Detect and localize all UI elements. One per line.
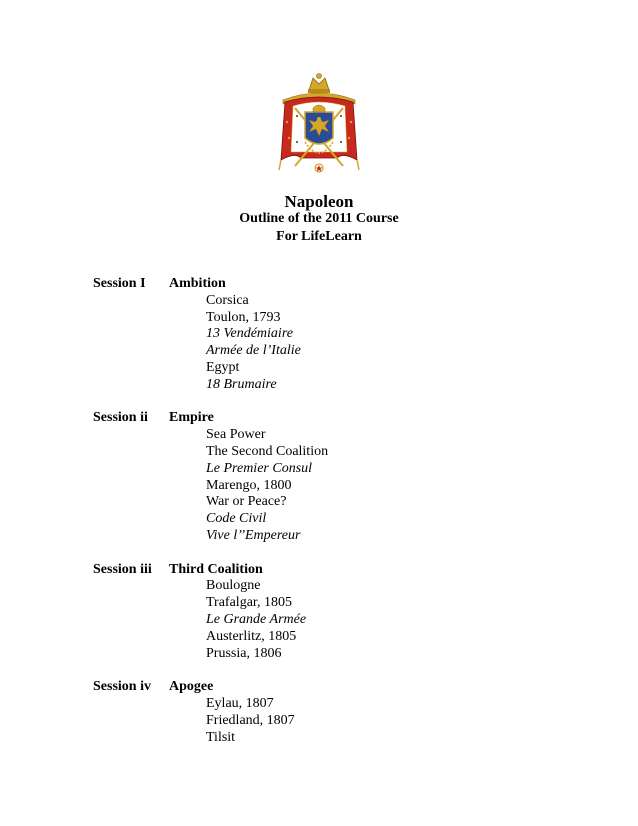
session-topic-list [93, 578, 593, 662]
session-block [93, 562, 593, 663]
session-topic-list [93, 293, 593, 394]
imperial-coat-of-arms-image [273, 72, 365, 180]
list-item: Egypt [206, 359, 240, 375]
session-label: Session ii [93, 410, 148, 426]
list-item: 18 Brumaire [206, 376, 277, 392]
list-item: Friedland, 1807 [206, 712, 295, 728]
list-item: Armée de l’Italie [206, 343, 301, 359]
session-label: Session iv [93, 679, 151, 695]
list-item: Le Premier Consul [206, 460, 313, 476]
list-item: Eylau, 1807 [206, 695, 274, 711]
session-list [93, 276, 593, 763]
document-subtitle: Outline of the 2011 Course [239, 211, 399, 226]
list-item: War or Peace? [206, 494, 287, 510]
session-heading [93, 276, 593, 293]
list-item: Trafalgar, 1805 [206, 595, 293, 611]
list-item: Vive l’’Empereur [206, 527, 301, 543]
list-item: Tilsit [206, 729, 236, 745]
session-label: Session I [93, 276, 146, 291]
session-topic: Third Coalition [169, 561, 263, 577]
list-item: Corsica [206, 292, 249, 308]
session-topic-list [93, 696, 593, 746]
session-heading [93, 410, 593, 427]
list-item: Sea Power [206, 427, 266, 443]
list-item: Austerlitz, 1805 [206, 628, 297, 644]
session-block [93, 679, 593, 746]
session-block [93, 410, 593, 544]
session-topic: Apogee [169, 679, 214, 695]
session-heading [93, 562, 593, 579]
list-item: Boulogne [206, 578, 261, 594]
document-title: Napoleon [284, 192, 354, 211]
list-item: Code Civil [206, 511, 267, 527]
list-item: Le Grande Armée [206, 611, 307, 627]
session-topic: Empire [169, 410, 214, 426]
session-topic: Ambition [169, 276, 226, 291]
list-item: Prussia, 1806 [206, 645, 282, 661]
list-item: Toulon, 1793 [206, 309, 281, 325]
list-item: The Second Coalition [206, 443, 329, 459]
list-item: Marengo, 1800 [206, 477, 292, 493]
document-subtitle-audience: For LifeLearn [276, 229, 362, 244]
session-block [93, 276, 593, 394]
session-heading [93, 679, 593, 696]
session-label: Session iii [93, 561, 152, 577]
coat-of-arms-icon [273, 72, 365, 180]
session-topic-list [93, 427, 593, 545]
list-item: 13 Vendémiaire [206, 326, 293, 342]
